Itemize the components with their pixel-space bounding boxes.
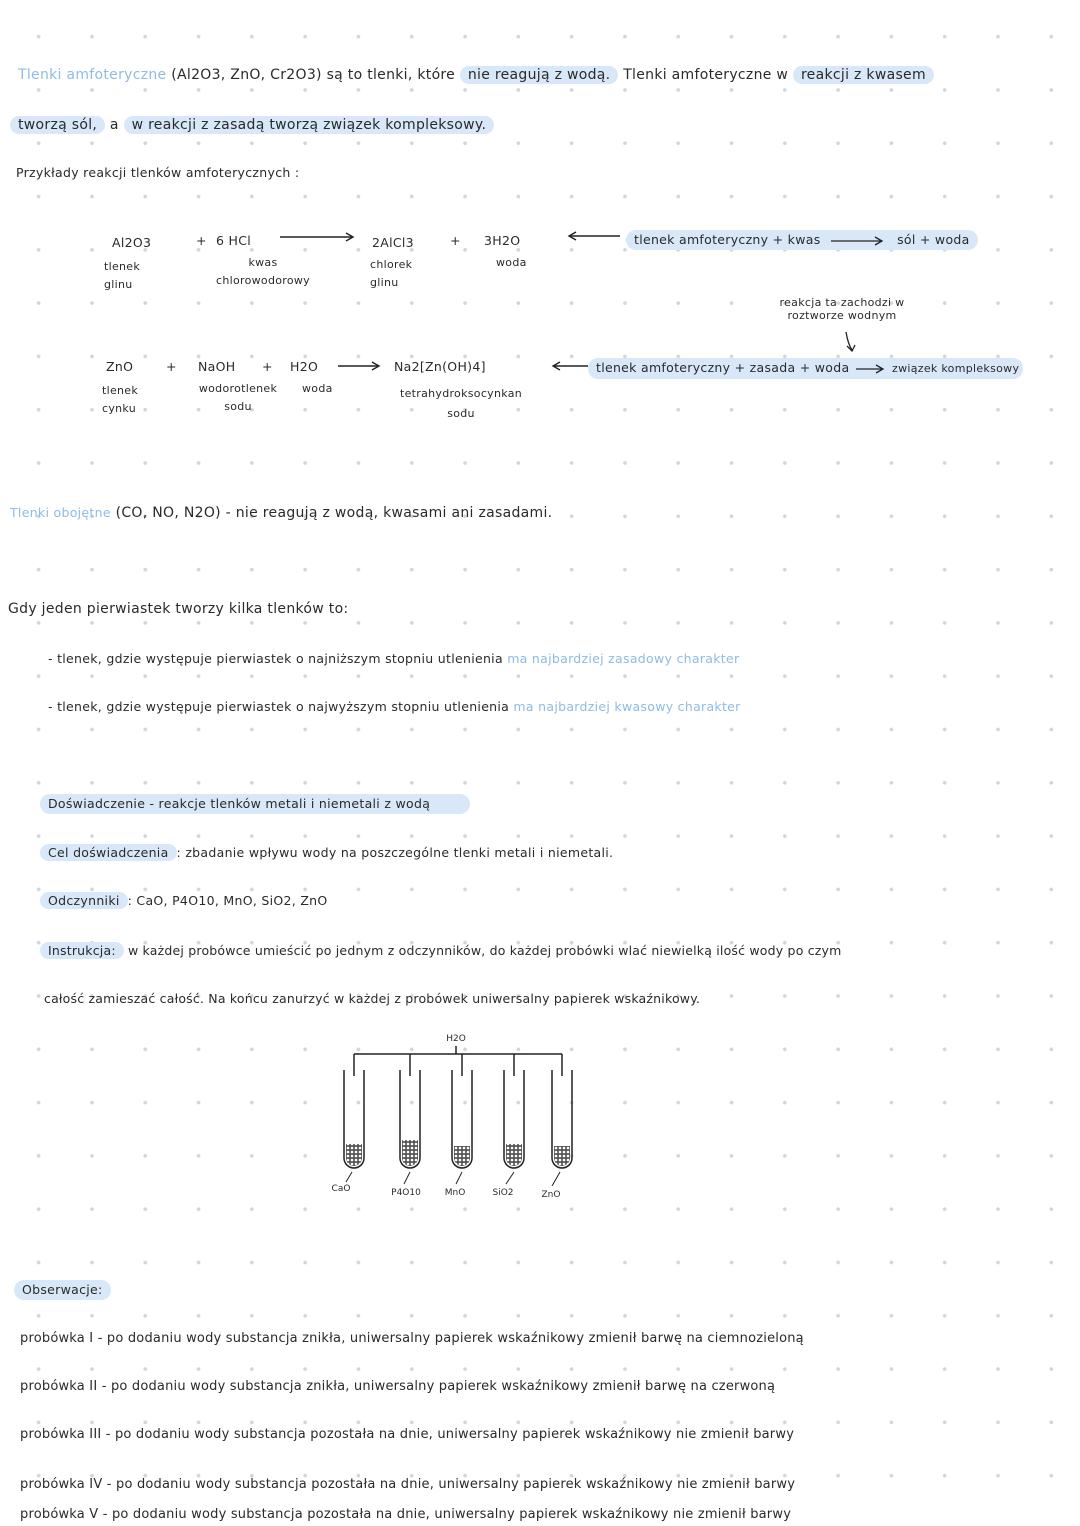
doswiadczenie-odczynniki-text: : CaO, P4O10, MnO, SiO2, ZnO (127, 893, 328, 908)
kilka-item-1-blue: ma najbardziej zasadowy charakter (507, 651, 740, 666)
amfoteryczne-highlight-3: tworzą sól, (10, 116, 105, 134)
doswiadczenie-odczynniki (40, 892, 328, 910)
reaction1-plus-2: + (450, 233, 461, 248)
tube-label-4: SiO2 (492, 1188, 514, 1198)
reaction2-rule-text: tlenek amfoteryczny + zasada + woda (596, 360, 850, 375)
obserwacja-2 (20, 1378, 775, 1396)
reaction2-rule-arrow (856, 364, 886, 374)
reaction1-pointer-arrow (566, 230, 622, 242)
doswiadczenie-cel-label: Cel doświadczenia (40, 844, 177, 861)
reaction2-plus-2: + (262, 359, 273, 374)
obserwacja-5 (20, 1506, 791, 1524)
tube-label-1: CaO (331, 1184, 351, 1194)
reaction1-p1-name: chlorek glinu (370, 258, 413, 289)
obserwacja-4 (20, 1476, 795, 1494)
amfoteryczne-formulas: (Al2O3, ZnO, Cr2O3) (171, 67, 322, 83)
obserwacja-5-label: probówka V (20, 1507, 99, 1522)
tube-label-5: ZnO (541, 1190, 561, 1200)
tube-label-2: P4O10 (391, 1188, 421, 1198)
obserwacja-4-label: probówka IV (20, 1477, 103, 1492)
obserwacja-1-text: - po dodaniu wody substancja znikła, uniwersalny papierek wskaźnikowy zmienił barwę na ciemnozieloną (97, 1331, 804, 1346)
amfoteryczne-text-3: a (109, 117, 119, 133)
reaction2-r3: H2O (290, 359, 319, 374)
reaction2-r3-name: woda (302, 382, 333, 395)
reaction2-rule-result: związek kompleksowy (892, 362, 1020, 375)
reaction2-r2-name: wodorotlenek sodu (198, 382, 278, 413)
reaction2-pointer-arrow (550, 360, 590, 372)
amfoteryczne-term: Tlenki amfoteryczne (18, 67, 167, 83)
reaction1-plus-1: + (196, 233, 207, 248)
test-tube-diagram (330, 1046, 590, 1186)
doswiadczenie-cel-text: : zbadanie wpływu wody na poszczególne tlenki metali i niemetali. (176, 845, 614, 860)
reaction1-p2-name: woda (496, 256, 527, 269)
reaction2-arrow (338, 360, 384, 372)
reaction1-r2-name: kwas chlorowodorowy (216, 256, 310, 287)
amfoteryczne-highlight-4: w reakcji z zasadą tworzą związek kompleksowy. (124, 116, 495, 134)
reaction2-plus-1: + (166, 359, 177, 374)
reaction1-rule-result: sól + woda (897, 232, 970, 247)
reaction1-rule-text: tlenek amfoteryczny + kwas (634, 232, 821, 247)
reaction2-p1: Na2[Zn(OH)4] (394, 359, 486, 374)
obojetne-line (10, 504, 552, 522)
amfoteryczne-highlight-1: nie reagują z wodą. (460, 66, 619, 84)
obojetne-term: Tlenki obojętne (10, 505, 111, 520)
amfoteryczne-line-2 (10, 116, 494, 134)
reaction-note: reakcja ta zachodzi w roztworze wodnym (779, 296, 905, 322)
reaction1-arrow (280, 231, 360, 243)
doswiadczenie-instrukcja-text-1: w każdej probówce umieścić po jednym z odczynników, do każdej probówki wlać niewielką ilość wody po czym (127, 943, 842, 958)
doswiadczenie-cel (40, 844, 613, 862)
amfoteryczne-line-1 (18, 66, 934, 84)
reaction2-p1-name: tetrahydroksocynkan sodu (399, 387, 523, 420)
reaction2-rule (588, 358, 1023, 379)
reaction1-p2: 3H2O (484, 233, 521, 248)
kilka-intro: Gdy jeden pierwiastek tworzy kilka tlenków to: (8, 601, 349, 617)
doswiadczenie-title: Doświadczenie - reakcje tlenków metali i niemetali z wodą (40, 794, 470, 814)
obserwacja-3 (20, 1426, 794, 1444)
doswiadczenie-odczynniki-label: Odczynniki (40, 892, 128, 909)
kilka-item-1-text: - tlenek, gdzie występuje pierwiastek o najniższym stopniu utlenienia (48, 651, 503, 666)
diagram-water-label: H2O (446, 1034, 466, 1044)
doswiadczenie-instrukcja-1 (40, 942, 842, 960)
obserwacje-title: Obserwacje: (14, 1280, 111, 1300)
reaction1-rule-arrow (831, 236, 887, 246)
kilka-item-2-blue: ma najbardziej kwasowy charakter (513, 699, 741, 714)
reaction1-r1: Al2O3 (112, 235, 152, 250)
kilka-item-2-text: - tlenek, gdzie występuje pierwiastek o najwyższym stopniu utlenienia (48, 699, 510, 714)
obserwacja-3-label: probówka III (20, 1427, 102, 1442)
reaction-note-arrow (842, 330, 862, 354)
obojetne-text: (CO, NO, N2O) - nie reagują z wodą, kwasami ani zasadami. (115, 505, 553, 521)
tube-contents (346, 1140, 570, 1166)
kilka-item-2 (48, 698, 741, 716)
reaction1-rule (626, 230, 978, 250)
doswiadczenie-instrukcja-label: Instrukcja: (40, 942, 124, 959)
reaction2-r1-name: tlenek cynku (102, 384, 139, 415)
obserwacja-4-text: - po dodaniu wody substancja pozostała na dnie, uniwersalny papierek wskaźnikowy nie zmienił barwy (106, 1477, 796, 1492)
obserwacja-3-text: - po dodaniu wody substancja pozostała na dnie, uniwersalny papierek wskaźnikowy nie zmienił barwy (105, 1427, 795, 1442)
kilka-item-1 (48, 650, 739, 668)
obserwacja-1-label: probówka I (20, 1331, 94, 1346)
obserwacja-5-text: - po dodaniu wody substancja pozostała na dnie, uniwersalny papierek wskaźnikowy nie zmienił barwy (102, 1507, 792, 1522)
amfoteryczne-text-1: są to tlenki, które (326, 67, 456, 83)
obserwacja-2-label: probówka II (20, 1379, 98, 1394)
reaction1-p1: 2AlCl3 (372, 235, 414, 250)
przyklady-title: Przykłady reakcji tlenków amfoterycznych : (16, 165, 300, 180)
amfoteryczne-text-2: Tlenki amfoteryczne w (623, 67, 789, 83)
reaction2-r1: ZnO (106, 359, 134, 374)
tube-label-3: MnO (444, 1188, 466, 1198)
amfoteryczne-highlight-2: reakcji z kwasem (793, 66, 934, 84)
doswiadczenie-instrukcja-2: całość zamieszać całość. Na końcu zanurzyć w każdej z probówek uniwersalny papierek wskaźnikowy. (44, 991, 701, 1006)
reaction1-r1-name: tlenek glinu (104, 260, 141, 291)
reaction1-r2: 6 HCl (216, 233, 252, 248)
obserwacja-1 (20, 1330, 804, 1348)
reaction2-r2: NaOH (198, 359, 236, 374)
obserwacja-2-text: - po dodaniu wody substancja znikła, uniwersalny papierek wskaźnikowy zmienił barwę na czerwoną (101, 1379, 776, 1394)
